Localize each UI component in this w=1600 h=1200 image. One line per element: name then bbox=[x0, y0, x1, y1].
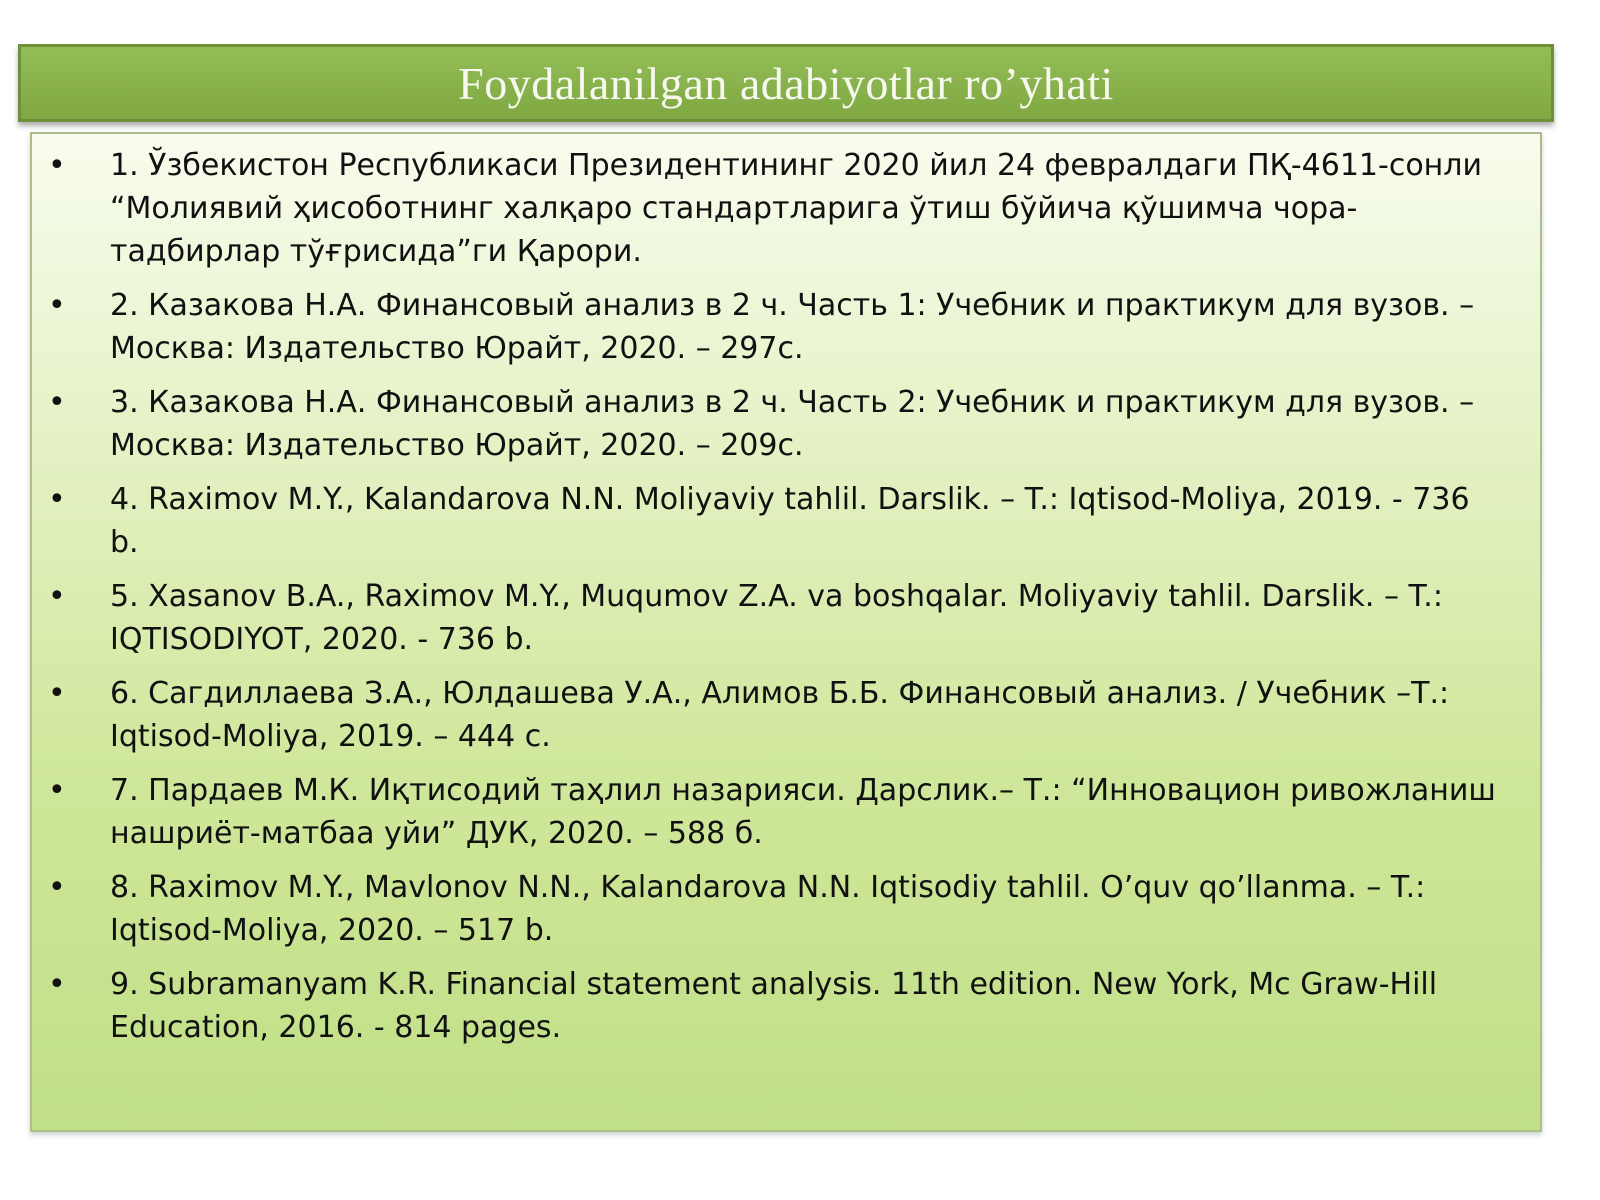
reference-text: 7. Пардаев М.К. Иқтисодий таҳлил назарияси. Дарслик.– Т.: “Инновацион ривожланиш нашриёт-матбаа уйи” ДУК, 2020. – 588 б. bbox=[110, 773, 1496, 851]
title-bar bbox=[18, 44, 1554, 122]
reference-item-7 bbox=[32, 769, 1500, 855]
bullet-icon: • bbox=[48, 870, 66, 905]
references-list bbox=[32, 134, 1540, 1049]
reference-item-5 bbox=[32, 575, 1500, 661]
bullet-icon: • bbox=[48, 482, 66, 517]
reference-text: 2. Казакова Н.А. Финансовый анализ в 2 ч. Часть 1: Учебник и практикум для вузов. – Москва: Издательство Юрайт, 2020. – 297с. bbox=[110, 288, 1475, 366]
references-box bbox=[30, 132, 1542, 1132]
reference-item-6 bbox=[32, 672, 1500, 758]
reference-item-2 bbox=[32, 284, 1500, 370]
reference-text: 5. Xasanov B.A., Raximov M.Y., Muqumov Z.A. va boshqalar. Moliyaviy tahlil. Darslik. – T.: IQTISODIYOT, 2020. - 736 b. bbox=[110, 579, 1443, 657]
reference-item-4 bbox=[32, 478, 1500, 564]
reference-text: 8. Raximov M.Y., Mavlonov N.N., Kalandarova N.N. Iqtisodiy tahlil. O’quv qo’llanma. – T.: Iqtisod-Moliya, 2020. – 517 b. bbox=[110, 870, 1426, 948]
bullet-icon: • bbox=[48, 967, 66, 1002]
reference-text: 6. Сагдиллаева З.А., Юлдашева У.А., Алимов Б.Б. Финансовый анализ. / Учебник –Т.: Iqtisod-Moliya, 2019. – 444 с. bbox=[110, 676, 1450, 754]
reference-item-8 bbox=[32, 866, 1500, 952]
bullet-icon: • bbox=[48, 385, 66, 420]
reference-text: 3. Казакова Н.А. Финансовый анализ в 2 ч. Часть 2: Учебник и практикум для вузов. – Москва: Издательство Юрайт, 2020. – 209с. bbox=[110, 385, 1475, 463]
reference-text: 9. Subramanyam K.R. Financial statement analysis. 11th edition. New York, Mc Graw-Hill Education, 2016. - 814 pages. bbox=[110, 967, 1438, 1045]
bullet-icon: • bbox=[48, 676, 66, 711]
reference-item-9 bbox=[32, 963, 1500, 1049]
reference-text: 1. Ўзбекистон Республикаси Президентининг 2020 йил 24 февралдаги ПҚ-4611-сонли “Молиявий ҳисоботнинг халқаро стандартларига ўтиш бўйича қўшимча чора-тадбирлар тўғрисида”ги Қарори. bbox=[110, 148, 1482, 269]
slide-title: Foydalanilgan adabiyotlar ro’yhati bbox=[458, 57, 1114, 109]
reference-item-3 bbox=[32, 381, 1500, 467]
bullet-icon: • bbox=[48, 773, 66, 808]
bullet-icon: • bbox=[48, 579, 66, 614]
reference-text: 4. Raximov M.Y., Kalandarova N.N. Moliyaviy tahlil. Darslik. – T.: Iqtisod-Moliya, 2019. - 736 b. bbox=[110, 482, 1470, 560]
bullet-icon: • bbox=[48, 148, 66, 183]
reference-item-1 bbox=[32, 144, 1500, 273]
bullet-icon: • bbox=[48, 288, 66, 323]
